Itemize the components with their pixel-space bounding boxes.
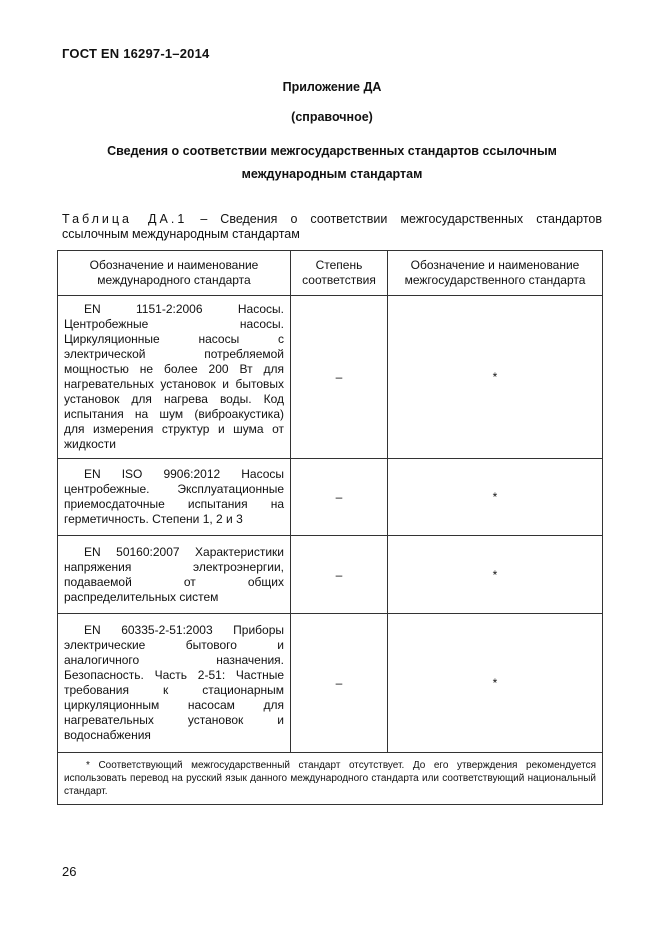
table-header-row [58,251,603,296]
annex-title: Приложение ДА [282,80,382,94]
document-code: ГОСТ EN 16297-1–2014 [62,46,210,61]
degree-cell: – [291,614,388,753]
degree-cell: – [291,459,388,536]
table-caption-text: – Сведения о соответствии межгосударственных стандартов ссылочным международным стандартам [62,212,602,241]
international-standard-cell: EN 60335-2-51:2003 Приборы электрические бытового и аналогичного назначения. Безопасность. Часть 2-51: Частные требования к стационарным циркуляционным насосам для нагревательных установок и водоснабжения [58,614,291,753]
international-standard-cell: EN 1151-2:2006 Насосы. Центробежные насосы. Циркуляционные насосы с электрической потребляемой мощностью не более 200 Вт для нагревательных установок и бытовых установок для нагрева воды. Код испытания на шум (виброакустика) для измерения структур и шума от жидкости [58,296,291,459]
international-standard-cell: EN 50160:2007 Характеристики напряжения электроэнергии, подаваемой от общих распределительных систем [58,536,291,614]
standards-correspondence-table [57,250,603,805]
table-row [58,296,603,459]
international-standard-cell: EN ISO 9906:2012 Насосы центробежные. Эксплуатационные приемосдаточные испытания на герметичность. Степени 1, 2 и 3 [58,459,291,536]
table-row [58,536,603,614]
table-row [58,459,603,536]
annex-heading [62,140,602,186]
annex-type: (справочное) [291,110,373,124]
interstate-standard-cell: * [388,536,603,614]
table-footnote-row [58,753,603,805]
header-international-standard: Обозначение и наименование международного стандарта [58,251,291,296]
table-footnote: * Соответствующий межгосударственный стандарт отсутствует. До его утверждения рекомендуется использовать перевод на русский язык данного международного стандарта или соответствующий национальный стандарт. [58,753,603,805]
interstate-standard-cell: * [388,614,603,753]
page-number: 26 [62,864,77,879]
table-caption-label: Таблица ДА.1 [62,212,188,226]
table-row [58,614,603,753]
header-degree-of-correspondence: Степень соответствия [291,251,388,296]
annex-heading-line-1: Сведения о соответствии межгосударственных стандартов ссылочным [107,144,557,158]
annex-heading-line-2: международным стандартам [241,167,423,181]
degree-cell: – [291,296,388,459]
header-interstate-standard: Обозначение и наименование межгосударственного стандарта [388,251,603,296]
table-caption [62,212,602,242]
interstate-standard-cell: * [388,296,603,459]
degree-cell: – [291,536,388,614]
interstate-standard-cell: * [388,459,603,536]
